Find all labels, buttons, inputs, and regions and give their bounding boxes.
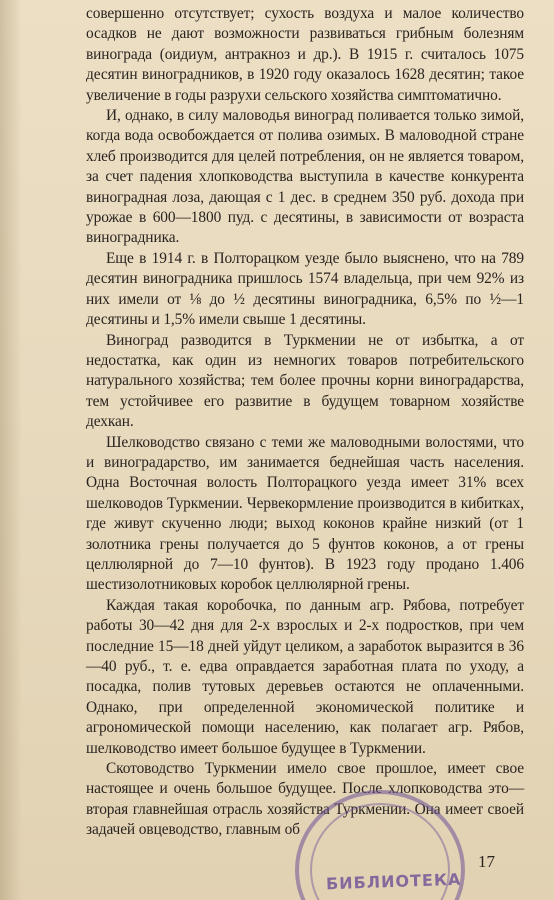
paragraph-6: Каждая такая коробочка, по данным агр. Рябова, потребует работы 30—42 дня для 2-х взрослых и 2-х подростков, при чем последние 15—18 дней уйдут целиком, а заработок выразится в 36—40 руб., т. е. едва оправдается заработная плата по уходу, а посадка, полив тутовых деревьев остаются не оплаченными. Однако, при определенной экономической политике и агрономической помощи населению, как полагает агр. Рябов, шелководство имеет большое будущее в Туркмении. xyxy=(86,596,524,757)
body-text xyxy=(86,4,524,841)
page-number: 17 xyxy=(478,852,495,871)
library-stamp-text: БИБЛИОТЕКА xyxy=(325,869,462,894)
paragraph-5: Шелководство связано с теми же маловодными волостями, что и виноградарство, им занимается беднейшая часть населения. Одна Восточная волость Полторацкого уезда имеет 31% всех шелководов Туркмении. Червекормление производится в кибитках, где живут скученно люди; выход коконов крайне низкий (от 1 золотника грены получается до 5 фунтов коконов, а от грены целлюлярной до 7—10 фунтов). В 1923 году продано 1.406 шестизолотниковых коробок целлюлярной грены. xyxy=(86,433,524,594)
paragraph-4: Виноград разводится в Туркмении не от избытка, а от недостатка, как один из немногих товаров потребительского натурального хозяйства; тем более прочны корни виноградарства, тем устойчивее его развитие в будущем товарном хозяйстве дехкан. xyxy=(86,331,524,431)
paragraph-3: Еще в 1914 г. в Полторацком уезде было выяснено, что на 789 десятин виноградника пришлось 1574 владельца, при чем 92% из них имели от ⅛ до ½ десятины виноградника, 6,5% по ½—1 десятины и 1,5% имели свыше 1 десятины. xyxy=(86,249,524,329)
paragraph-1: совершенно отсутствует; сухость воздуха и малое количество осадков не дают возможности развиваться грибным болезням винограда (оидиум, антракноз и др.). В 1915 г. считалось 1075 десятин виноградников, в 1920 году оказалось 1628 десятин; такое увеличение в годы разрухи сельского хозяйства симптоматично. xyxy=(86,5,524,104)
paragraph-2: И, однако, в силу маловодья виноград поливается только зимой, когда вода освобождается от полива озимых. В маловодной стране хлеб производится для целей потребления, он не является товаром, за счет падения хлопководства выступила в качестве конкурента виноградная лоза, дающая с 1 дес. в среднем 350 руб. дохода при урожае в 600—1800 пуд. с десятины, в зависимости от возраста виноградника. xyxy=(86,107,524,247)
paragraph-7: Скотоводство Туркмении имело свое прошлое, имеет свое настоящее и очень большое будущее. После хлопководства это—вторая главнейшая отрасль хозяйства Туркмении. Она имеет своей задачей овцеводство, главным об xyxy=(86,760,524,839)
